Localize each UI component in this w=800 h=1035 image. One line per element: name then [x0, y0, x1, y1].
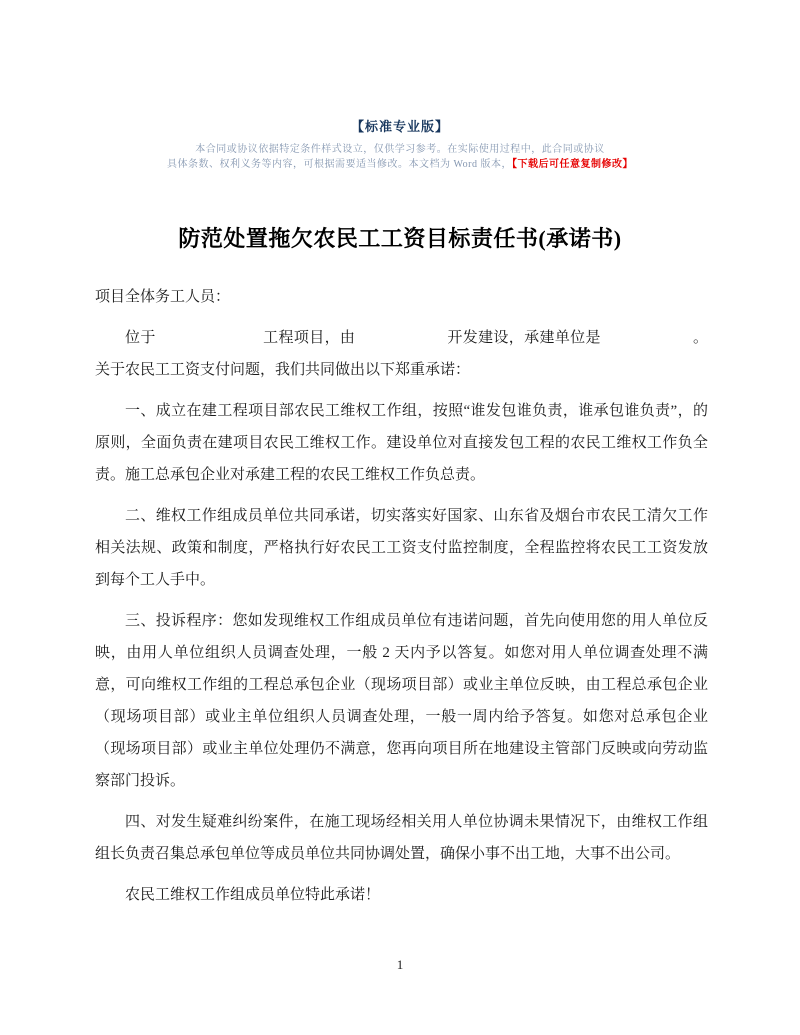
disclaimer-line-2 [0, 157, 800, 172]
paragraph-item-3: 三、投诉程序：您如发现维权工作组成员单位有违诺问题，首先向使用您的用人单位反映，由用人单位组织人员调查处理，一般 2 天内予以答复。如您对用人单位调查处理不满意，可向维权工作组的工程总承包企业（现场项目部）或业主单位反映，由工程总承包企业（现场项目部）或业主单位组织人员调查处理，一般一周内给予答复。如您对总承包企业（现场项目部）或业主单位处理仍不满意，您再向项目所在地建设主管部门反映或向劳动监察部门投诉。 [95, 613, 708, 789]
disclaimer-download-note: 【下载后可任意复制修改】 [511, 159, 633, 170]
paragraph-closing: 农民工维权工作组成员单位特此承诺！ [125, 887, 381, 903]
paragraph-item-2: 二、维权工作组成员单位共同承诺，切实落实好国家、山东省及烟台市农民工清欠工作相关法规、政策和制度，严格执行好农民工工资支付监控制度，全程监控将农民工工资发放到每个工人手中。 [95, 508, 708, 588]
disclaimer-line-2-text: 具体条数、权利义务等内容，可根据需要适当修改。本文档为 Word 版本， [167, 159, 512, 170]
disclaimer-line-1: 本合同或协议依据特定条件样式设立，仅供学习参考。在实际使用过程中，此合同或协议 [195, 144, 605, 155]
paragraph-salutation: 项目全体务工人员： [95, 289, 231, 305]
document-header [0, 0, 800, 172]
document-title: 防范处置拖欠农民工工资目标责任书(承诺书) [178, 226, 622, 251]
version-badge: 【标准专业版】 [350, 119, 449, 134]
document-body [0, 281, 800, 911]
paragraph-item-1: 一、成立在建工程项目部农民工维权工作组，按照“谁发包谁负责，谁承包谁负责”，的原则，全面负责在建项目农民工维权工作。建设单位对直接发包工程的农民工维权工作负全责。施工总承包企业对承建工程的农民工维权工作负总责。 [95, 403, 708, 483]
paragraph-project-intro: 位于 工程项目，由 开发建设，承建单位是 。关于农民工工资支付问题，我们共同做出以下郑重承诺： [95, 330, 708, 378]
paragraph-item-4: 四、对发生疑难纠纷案件，在施工现场经相关用人单位协调未果情况下，由维权工作组组长负责召集总承包单位等成员单位共同协调处置，确保小事不出工地，大事不出公司。 [95, 814, 708, 862]
page-number: 1 [396, 957, 404, 972]
